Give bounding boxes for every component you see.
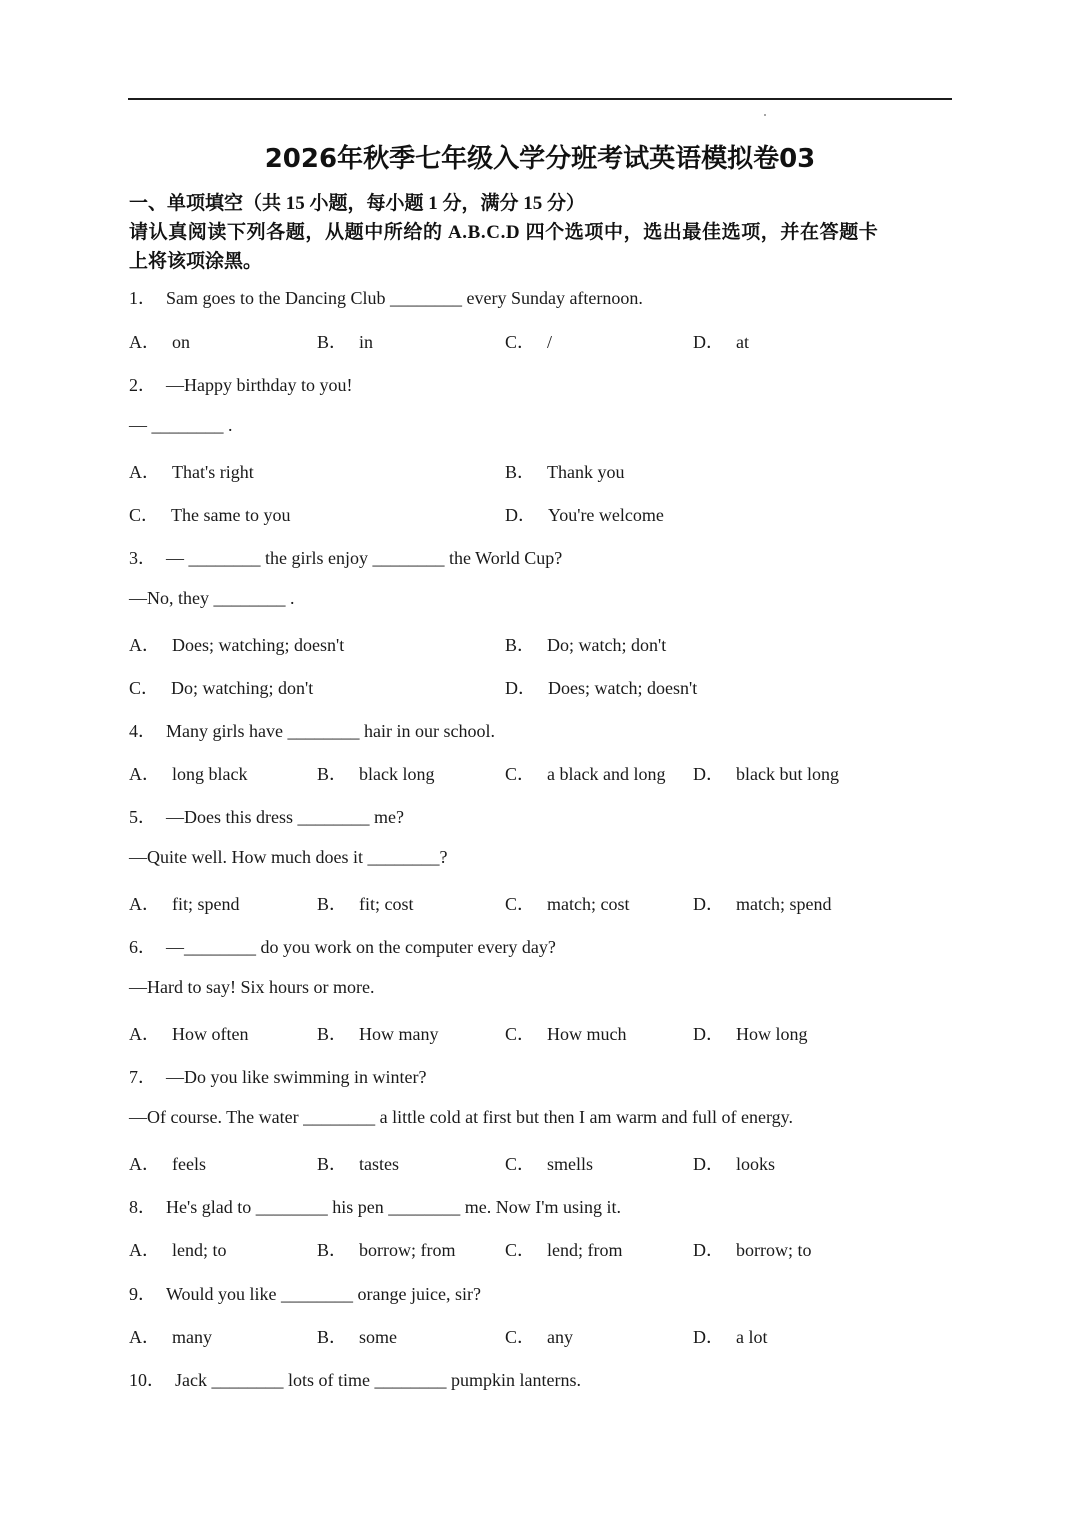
question-9	[129, 1280, 481, 1306]
option-c: C． match; cost	[505, 894, 630, 914]
option-c: C． a black and long	[505, 764, 666, 784]
question-2-reply: — ________ .	[129, 415, 233, 435]
option-b: B． Thank you	[505, 462, 625, 482]
option-b: B． fit; cost	[317, 894, 414, 914]
question-8	[129, 1193, 621, 1219]
option-b: B． How many	[317, 1024, 439, 1044]
option-d: D． looks	[693, 1154, 776, 1174]
question-2	[129, 371, 352, 397]
question-7	[129, 1063, 426, 1089]
question-number: 8．	[129, 1197, 156, 1217]
scan-speck	[764, 114, 766, 116]
question-text: —Does this dress ________ me?	[166, 807, 404, 827]
option-a: A． How often	[129, 1024, 249, 1044]
option-b: B． black long	[317, 764, 435, 784]
instruction-line-1: 请认真阅读下列各题，从题中所给的 A.B.C.D 四个选项中，选出最佳选项，并在答题卡	[129, 222, 879, 243]
option-a: A． on	[129, 332, 190, 352]
question-text: —Do you like swimming in winter?	[166, 1067, 427, 1087]
option-a: A． Does; watching; doesn't	[129, 635, 345, 655]
question-number: 3．	[129, 548, 156, 568]
option-d: D． borrow; to	[693, 1240, 812, 1260]
option-a: A． many	[129, 1327, 212, 1347]
question-4	[129, 717, 495, 743]
question-5	[129, 803, 404, 829]
option-a: A． fit; spend	[129, 894, 240, 914]
question-text: Jack ________ lots of time ________ pumpkin lanterns.	[175, 1370, 581, 1390]
question-text: Many girls have ________ hair in our school.	[166, 721, 495, 741]
option-c: C． /	[505, 332, 553, 352]
page-title: 2026年秋季七年级入学分班考试英语模拟卷03	[264, 144, 816, 174]
option-b: B． in	[317, 332, 374, 352]
question-3-reply: —No, they ________ .	[129, 588, 295, 608]
option-d: D． black but long	[693, 764, 839, 784]
question-1	[129, 284, 643, 310]
question-text: Would you like ________ orange juice, sir?	[166, 1284, 481, 1304]
question-number: 9．	[129, 1284, 156, 1304]
question-6-reply: —Hard to say! Six hours or more.	[129, 977, 375, 997]
question-3	[129, 544, 562, 570]
question-5-reply: —Quite well. How much does it ________?	[129, 847, 448, 867]
question-number: 1．	[129, 288, 156, 308]
option-d: D． How long	[693, 1024, 808, 1044]
option-b: B． Do; watch; don't	[505, 635, 667, 655]
instruction-line-2: 上将该项涂黑。	[129, 251, 263, 272]
question-text: —________ do you work on the computer every day?	[166, 937, 556, 957]
option-d: D． You're welcome	[505, 505, 664, 525]
question-number: 4．	[129, 721, 156, 741]
option-c: C． any	[505, 1327, 574, 1347]
question-text: — ________ the girls enjoy ________ the World Cup?	[166, 548, 563, 568]
question-text: He's glad to ________ his pen ________ me. Now I'm using it.	[166, 1197, 621, 1217]
option-b: B． tastes	[317, 1154, 400, 1174]
option-a: A． That's right	[129, 462, 254, 482]
option-b: B． some	[317, 1327, 398, 1347]
question-number: 2．	[129, 375, 156, 395]
option-d: D． a lot	[693, 1327, 768, 1347]
option-c: C． The same to you	[129, 505, 291, 525]
question-10	[129, 1366, 581, 1392]
section-heading: 一、单项填空（共 15 小题，每小题 1 分，满分 15 分）	[129, 193, 586, 214]
question-7-reply: —Of course. The water ________ a little cold at first but then I am warm and full of energy.	[129, 1107, 793, 1127]
option-a: A． lend; to	[129, 1240, 227, 1260]
option-b: B． borrow; from	[317, 1240, 456, 1260]
option-c: C． How much	[505, 1024, 627, 1044]
option-d: D． match; spend	[693, 894, 832, 914]
question-text: Sam goes to the Dancing Club ________ every Sunday afternoon.	[166, 288, 643, 308]
option-a: A． long black	[129, 764, 248, 784]
question-text: —Happy birthday to you!	[166, 375, 353, 395]
question-number: 7．	[129, 1067, 156, 1087]
option-c: C． lend; from	[505, 1240, 623, 1260]
question-number: 5．	[129, 807, 156, 827]
option-c: C． smells	[505, 1154, 594, 1174]
option-d: D． Does; watch; doesn't	[505, 678, 698, 698]
header-rule	[128, 98, 952, 100]
option-c: C． Do; watching; don't	[129, 678, 314, 698]
question-number: 10．	[129, 1370, 165, 1390]
question-number: 6．	[129, 937, 156, 957]
option-d: D． at	[693, 332, 749, 352]
question-6	[129, 933, 556, 959]
option-a: A． feels	[129, 1154, 206, 1174]
